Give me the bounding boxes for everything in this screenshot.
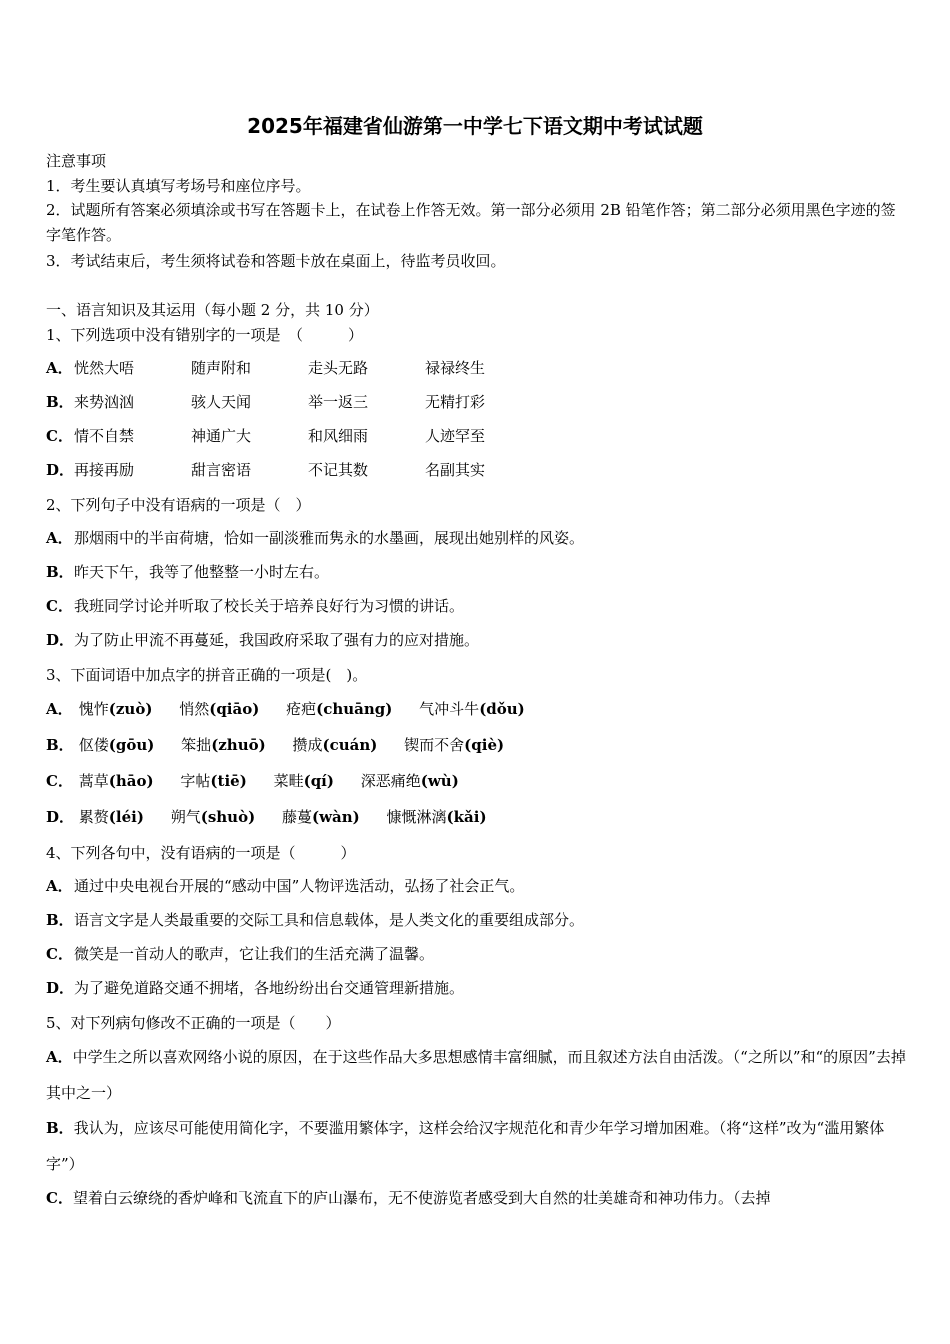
- notice-heading: 注意事项: [46, 152, 107, 170]
- pinyin-item: [79, 807, 144, 827]
- option-word: 无精打彩: [425, 393, 486, 411]
- pinyin: (qiāo): [209, 700, 260, 718]
- option-label: D．: [46, 461, 75, 479]
- option-label: A．: [46, 877, 73, 895]
- option-label: D．: [46, 979, 75, 997]
- option-text: 昨天下午，我等了他整整一小时左右。: [74, 563, 330, 581]
- pinyin-item: [79, 771, 154, 791]
- option-label: B．: [46, 911, 74, 929]
- option-word: 来势汹汹: [74, 393, 135, 411]
- option-label: C．: [46, 597, 73, 615]
- q3-option-b: [46, 735, 526, 755]
- word: 锲而不舍: [404, 736, 465, 754]
- option-text: 微笑是一首动人的歌声，它让我们的生活充满了温馨。: [74, 945, 435, 963]
- section-heading: 一、语言知识及其运用（每小题 2 分，共 10 分）: [46, 301, 379, 319]
- option-label: A．: [46, 529, 73, 547]
- pinyin: (chuāng): [316, 700, 393, 718]
- option-word: 名副其实: [425, 461, 486, 479]
- pinyin: (qí): [303, 772, 334, 790]
- notice-item-3: 3．考试结束后，考生须将试卷和答题卡放在桌面上，待监考员收回。: [46, 252, 506, 270]
- pinyin-item: [181, 735, 266, 755]
- pinyin: (zhuō): [211, 736, 266, 754]
- pinyin-item: [361, 771, 459, 791]
- option-label: A．: [46, 700, 73, 718]
- option-label: A．: [46, 359, 73, 377]
- question-1-stem: 1、下列选项中没有错别字的一项是 （ ）: [46, 326, 364, 344]
- option-text: 我认为，应该尽可能使用简化字，不要滥用繁体字，这样会给汉字规范化和青少年学习增加困难。（将“这样”改为“滥用繁体字”）: [46, 1119, 885, 1173]
- question-2-stem: 2、下列句子中没有语病的一项是（ ）: [46, 496, 311, 514]
- q1-option-c: [46, 426, 542, 446]
- pinyin: (tiē): [210, 772, 247, 790]
- word: 藤蔓: [281, 808, 312, 826]
- word: 攒成: [292, 736, 323, 754]
- pinyin-item: [286, 699, 392, 719]
- word: 愧怍: [78, 700, 109, 718]
- word: 悄然: [179, 700, 210, 718]
- q2-option-b: [46, 562, 329, 582]
- page-title: 2025年福建省仙游第一中学七下语文期中考试试题: [247, 114, 703, 138]
- option-text: 语言文字是人类最重要的交际工具和信息载体，是人类文化的重要组成部分。: [74, 911, 585, 929]
- pinyin-item: [419, 699, 525, 719]
- word: 蒿草: [78, 772, 109, 790]
- notice-item-2: 2．试题所有答案必须填涂或书写在答题卡上，在试卷上作答无效。第一部分必须用 2B 铅笔作答；第二部分必须用黑色字迹的签字笔作答。: [46, 201, 896, 244]
- option-word: 随声附和: [191, 359, 252, 377]
- q3-option-c: [46, 771, 481, 791]
- word: 疮疤: [286, 700, 317, 718]
- option-label: C．: [46, 772, 73, 790]
- pinyin-item: [274, 771, 334, 791]
- option-text: 望着白云缭绕的香炉峰和飞流直下的庐山瀑布，无不使游览者感受到大自然的壮美雄奇和神功伟力。（去掉: [72, 1189, 771, 1207]
- pinyin: (gōu): [108, 736, 155, 754]
- option-label: B．: [46, 736, 74, 754]
- pinyin: (kǎi): [446, 808, 487, 826]
- option-text: 通过中央电视台开展的“感动中国”人物评选活动，弘扬了社会正气。: [74, 877, 525, 895]
- word: 菜畦: [273, 772, 304, 790]
- q1-option-a: [46, 358, 542, 378]
- pinyin: (wàn): [312, 808, 360, 826]
- option-label: C．: [46, 1189, 73, 1207]
- pinyin-item: [293, 735, 378, 755]
- word: 气冲斗牛: [419, 700, 480, 718]
- option-word: 情不自禁: [74, 427, 135, 445]
- q4-option-a: [46, 876, 524, 896]
- option-label: B．: [46, 563, 74, 581]
- option-label: D．: [46, 631, 75, 649]
- pinyin: (cuán): [322, 736, 378, 754]
- notice-item-1: 1．考生要认真填写考场号和座位序号。: [46, 177, 311, 195]
- pinyin-item: [79, 699, 153, 719]
- pinyin-item: [387, 807, 487, 827]
- q1-option-b: [46, 392, 542, 412]
- q2-option-c: [46, 596, 464, 616]
- option-label: D．: [46, 808, 75, 826]
- word: 伛偻: [78, 736, 109, 754]
- word: 深恶痛绝: [360, 772, 421, 790]
- pinyin: (shuò): [200, 808, 256, 826]
- option-word: 禄禄终生: [425, 359, 486, 377]
- word: 慷慨淋漓: [386, 808, 447, 826]
- question-4-stem: 4、下列各句中，没有语病的一项是（ ）: [46, 844, 356, 862]
- pinyin-item: [171, 807, 255, 827]
- pinyin-item: [282, 807, 360, 827]
- option-text: 那烟雨中的半亩荷塘，恰如一副淡雅而隽永的水墨画，展现出她别样的风姿。: [74, 529, 585, 547]
- option-word: 甜言密语: [191, 461, 252, 479]
- option-label: C．: [46, 427, 73, 445]
- option-label: B．: [46, 1119, 74, 1137]
- q4-option-c: [46, 944, 434, 964]
- pinyin: (zuò): [108, 700, 153, 718]
- word: 笨拙: [181, 736, 212, 754]
- option-label: B．: [46, 393, 74, 411]
- option-word: 人迹罕至: [425, 427, 486, 445]
- option-word: 神通广大: [191, 427, 252, 445]
- pinyin: (hāo): [108, 772, 154, 790]
- option-label: A．: [46, 1048, 73, 1066]
- option-word: 和风细雨: [308, 427, 369, 445]
- q5-option-b: [46, 1110, 908, 1182]
- option-word: 不记其数: [308, 461, 369, 479]
- q5-option-c: [46, 1180, 908, 1216]
- question-5-stem: 5、对下列病句修改不正确的一项是（ ）: [46, 1014, 341, 1032]
- q4-option-d: [46, 978, 464, 998]
- option-word: 恍然大唔: [74, 359, 135, 377]
- pinyin-item: [180, 771, 246, 791]
- word: 朔气: [170, 808, 201, 826]
- q2-option-d: [46, 630, 479, 650]
- q3-option-a: [46, 699, 547, 719]
- q5-option-a: [46, 1039, 908, 1111]
- question-3-stem: 3、下面词语中加点字的拼音正确的一项是( )。: [46, 666, 368, 684]
- option-text: 中学生之所以喜欢网络小说的原因，在于这些作品大多思想感情丰富细腻，而且叙述方法自由活泼。（“之所以”和“的原因”去掉其中之一）: [46, 1048, 906, 1102]
- pinyin: (qiè): [464, 736, 505, 754]
- pinyin-item: [404, 735, 504, 755]
- q4-option-b: [46, 910, 584, 930]
- q2-option-a: [46, 528, 584, 548]
- pinyin: (léi): [108, 808, 144, 826]
- word: 累赘: [78, 808, 109, 826]
- option-label: C．: [46, 945, 73, 963]
- q3-option-d: [46, 807, 509, 827]
- pinyin: (dǒu): [479, 700, 525, 718]
- pinyin-item: [179, 699, 259, 719]
- option-word: 再接再励: [74, 461, 135, 479]
- option-text: 为了防止甲流不再蔓延，我国政府采取了强有力的应对措施。: [74, 631, 480, 649]
- pinyin: (wù): [420, 772, 459, 790]
- option-word: 骇人天闻: [191, 393, 252, 411]
- pinyin-item: [79, 735, 155, 755]
- word: 字帖: [180, 772, 211, 790]
- q1-option-d: [46, 460, 542, 480]
- option-word: 走头无路: [308, 359, 369, 377]
- option-text: 我班同学讨论并听取了校长关于培养良好行为习惯的讲话。: [74, 597, 465, 615]
- option-text: 为了避免道路交通不拥堵，各地纷纷出台交通管理新措施。: [74, 979, 465, 997]
- option-word: 举一返三: [308, 393, 369, 411]
